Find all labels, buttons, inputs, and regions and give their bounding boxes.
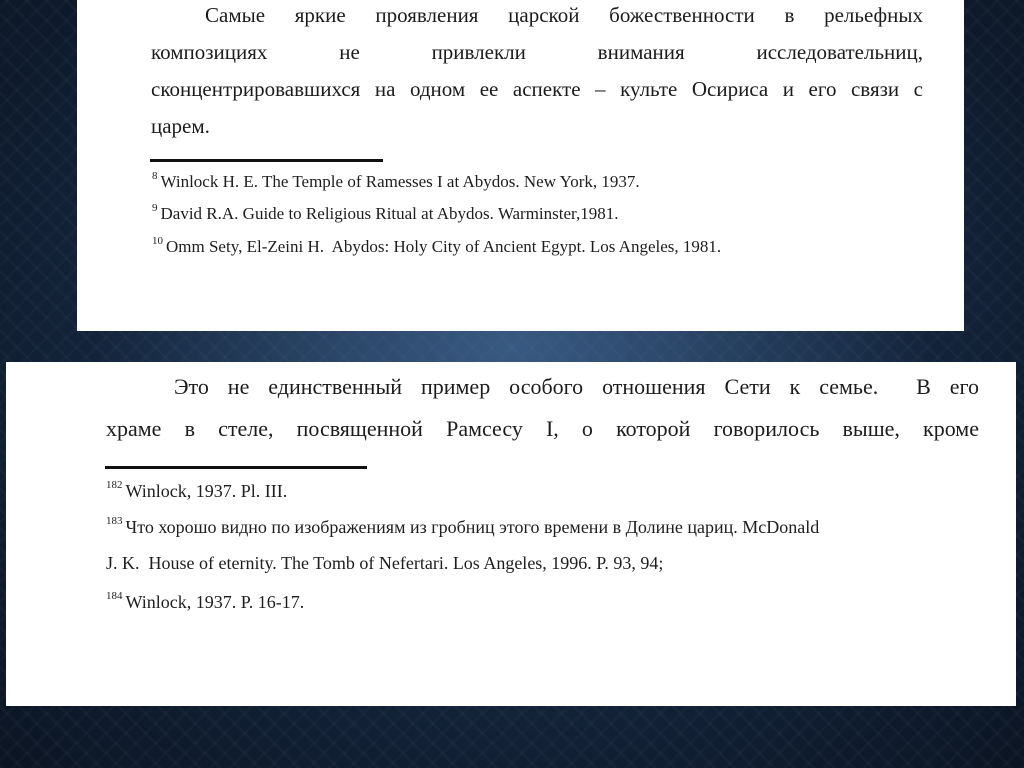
- footnote-10: [152, 237, 721, 257]
- footnote-8: [152, 172, 640, 192]
- footnote-183-number: 183: [106, 515, 123, 527]
- footnote-8-number: 8: [152, 170, 158, 182]
- footnote-9-text: David R.A. Guide to Religious Ritual at Abydos. Warminster,1981.: [160, 204, 619, 223]
- bottom-paragraph-line-2: храме в стеле, посвященной Рамсесу I, о которой говорилось выше, кроме: [106, 416, 979, 441]
- top-paragraph: [151, 0, 923, 145]
- top-document-scan: [77, 0, 964, 331]
- footnote-183-continuation: J. K. House of eternity. The Tomb of Nefertari. Los Angeles, 1996. P. 93, 94;: [106, 553, 664, 573]
- top-paragraph-line-1: [151, 0, 923, 34]
- footnote-184-text: Winlock, 1937. P. 16-17.: [125, 592, 305, 612]
- top-paragraph-line-2: композициях не привлекли внимания исследовательниц,: [151, 40, 923, 64]
- footnote-183: [106, 517, 819, 538]
- bottom-paragraph: [106, 366, 979, 450]
- footnote-183-text: Что хорошо видно по изображениям из гробниц этого времени в Долине цариц. McDonald: [125, 517, 820, 537]
- bottom-document-scan: [6, 362, 1016, 706]
- footnote-182: [106, 481, 287, 502]
- footnote-8-text: Winlock H. E. The Temple of Ramesses I at Abydos. New York, 1937.: [160, 172, 640, 191]
- footnote-184-number: 184: [106, 590, 123, 602]
- footnote-9: [152, 204, 619, 224]
- top-paragraph-line-3: сконцентрировавшихся на одном ее аспекте – культе Осириса и его связи с: [151, 77, 923, 101]
- top-footnote-separator: [150, 159, 383, 162]
- top-paragraph-line-4: царем.: [151, 114, 210, 138]
- footnote-10-text: Omm Sety, El-Zeini H. Abydos: Holy City of Ancient Egypt. Los Angeles, 1981.: [166, 237, 722, 256]
- top-paragraph-line-1-text: Самые яркие проявления царской божественности в рельефных: [205, 3, 923, 27]
- footnote-182-text: Winlock, 1937. Pl. III.: [125, 481, 288, 501]
- footnote-182-number: 182: [106, 479, 123, 491]
- bottom-footnote-separator: [105, 466, 367, 469]
- bottom-paragraph-line-1: [106, 366, 979, 408]
- footnote-10-number: 10: [152, 235, 163, 247]
- bottom-paragraph-line-1-text: Это не единственный пример особого отношения Сети к семье. В его: [174, 374, 979, 399]
- footnote-9-number: 9: [152, 202, 158, 214]
- footnote-184: [106, 592, 304, 613]
